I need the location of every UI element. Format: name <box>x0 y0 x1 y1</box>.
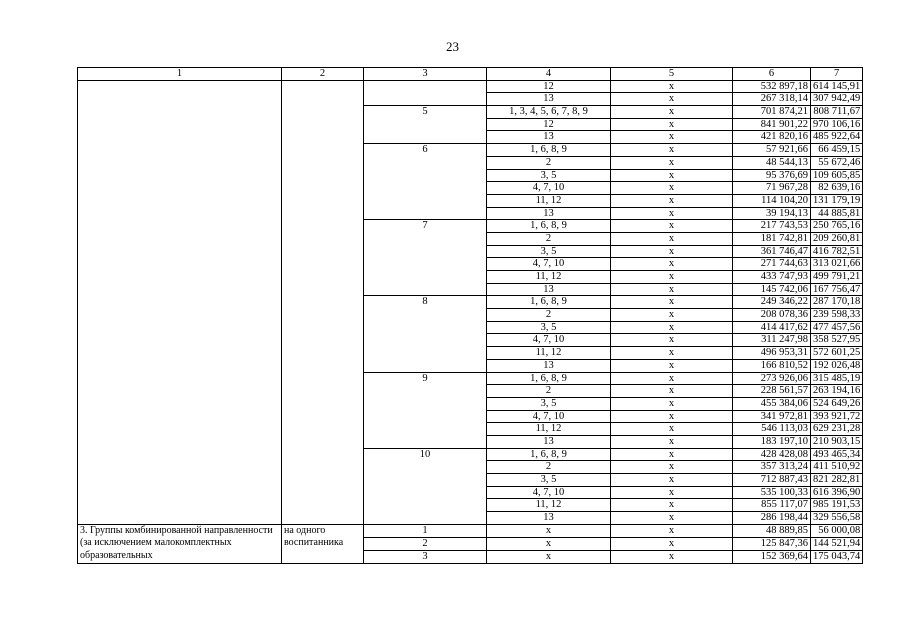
col6-value: 208 078,36 <box>733 309 811 322</box>
col7-value: 572 601,25 <box>811 347 863 360</box>
col5-cell: x <box>611 512 733 525</box>
col5-cell: x <box>611 144 733 157</box>
group-number-cell: 10 <box>364 448 487 524</box>
col4-cell: 1, 6, 8, 9 <box>487 448 611 461</box>
col7-value: 315 485,19 <box>811 372 863 385</box>
group-number-cell: 7 <box>364 220 487 296</box>
col7-value: 44 885,81 <box>811 207 863 220</box>
col4-cell: 3, 5 <box>487 474 611 487</box>
header-cell: 4 <box>487 68 611 81</box>
col6-value: 535 100,33 <box>733 486 811 499</box>
col6-value: 114 104,20 <box>733 194 811 207</box>
col7-value: 416 782,51 <box>811 245 863 258</box>
col7-value: 307 942,49 <box>811 93 863 106</box>
col7-value: 109 605,85 <box>811 169 863 182</box>
col5-cell: x <box>611 156 733 169</box>
col7-value: 239 598,33 <box>811 309 863 322</box>
col5-cell: x <box>611 550 733 563</box>
col5-cell: x <box>611 220 733 233</box>
col7-value: 358 527,95 <box>811 334 863 347</box>
col7-value: 210 903,15 <box>811 435 863 448</box>
col5-cell: x <box>611 435 733 448</box>
section3-description-text: 3. Группы комбинированной направленности (за исключением малокомплектных образовательных <box>80 524 273 561</box>
col6-value: 311 247,98 <box>733 334 811 347</box>
col6-value: 152 369,64 <box>733 550 811 563</box>
col7-value: 616 396,90 <box>811 486 863 499</box>
col4-cell: 2 <box>487 461 611 474</box>
blank-cell-col2 <box>282 80 364 524</box>
col4-cell: 2 <box>487 232 611 245</box>
col7-value: 499 791,21 <box>811 271 863 284</box>
col7-value: 985 191,53 <box>811 499 863 512</box>
col7-value: 970 106,16 <box>811 118 863 131</box>
col4-cell: 13 <box>487 435 611 448</box>
col5-cell: x <box>611 182 733 195</box>
col6-value: 701 874,21 <box>733 106 811 119</box>
col4-cell: x <box>487 550 611 563</box>
col6-value: 712 887,43 <box>733 474 811 487</box>
col7-value: 167 756,47 <box>811 283 863 296</box>
col4-cell: 12 <box>487 118 611 131</box>
col5-cell: x <box>611 106 733 119</box>
col6-value: 71 967,28 <box>733 182 811 195</box>
col6-value: 455 384,06 <box>733 397 811 410</box>
header-row <box>78 68 863 81</box>
col6-value: 183 197,10 <box>733 435 811 448</box>
col4-cell: 4, 7, 10 <box>487 410 611 423</box>
col5-cell: x <box>611 245 733 258</box>
col4-cell: 13 <box>487 359 611 372</box>
col7-value: 82 639,16 <box>811 182 863 195</box>
group-number-cell: 6 <box>364 144 487 220</box>
col5-cell: x <box>611 334 733 347</box>
col4-cell: 13 <box>487 283 611 296</box>
col6-value: 125 847,36 <box>733 537 811 550</box>
col7-value: 66 459,15 <box>811 144 863 157</box>
col4-cell: 11, 12 <box>487 271 611 284</box>
col6-value: 433 747,93 <box>733 271 811 284</box>
header-cell: 5 <box>611 68 733 81</box>
col4-cell: 1, 6, 8, 9 <box>487 220 611 233</box>
col6-value: 145 742,06 <box>733 283 811 296</box>
group-number-cell: 9 <box>364 372 487 448</box>
col4-cell: 13 <box>487 207 611 220</box>
col4-cell: 4, 7, 10 <box>487 486 611 499</box>
col4-cell: x <box>487 524 611 537</box>
header-cell: 6 <box>733 68 811 81</box>
col6-value: 39 194,13 <box>733 207 811 220</box>
col5-cell: x <box>611 372 733 385</box>
col5-cell: x <box>611 524 733 537</box>
col6-value: 48 889,85 <box>733 524 811 537</box>
table-row <box>78 524 863 537</box>
col4-cell: 3, 5 <box>487 245 611 258</box>
col6-value: 217 743,53 <box>733 220 811 233</box>
col5-cell: x <box>611 448 733 461</box>
col6-value: 166 810,52 <box>733 359 811 372</box>
page-number: 23 <box>446 39 459 54</box>
tariff-table <box>77 67 863 564</box>
col6-value: 532 897,18 <box>733 80 811 93</box>
section3-unit-text: на одного воспитанника <box>284 524 344 549</box>
col5-cell: x <box>611 321 733 334</box>
col5-cell: x <box>611 258 733 271</box>
col4-cell: 11, 12 <box>487 347 611 360</box>
col4-cell: 2 <box>487 156 611 169</box>
col5-cell: x <box>611 385 733 398</box>
col3-cell: 1 <box>364 524 487 537</box>
group-number-cell <box>364 80 487 105</box>
col5-cell: x <box>611 486 733 499</box>
table-row <box>78 80 863 93</box>
col7-value: 329 556,58 <box>811 512 863 525</box>
col7-value: 263 194,16 <box>811 385 863 398</box>
col5-cell: x <box>611 131 733 144</box>
col5-cell: x <box>611 118 733 131</box>
col6-value: 496 953,31 <box>733 347 811 360</box>
section3-unit <box>282 524 364 563</box>
col6-value: 855 117,07 <box>733 499 811 512</box>
col5-cell: x <box>611 271 733 284</box>
col7-value: 192 026,48 <box>811 359 863 372</box>
col4-cell: 12 <box>487 80 611 93</box>
header-cell: 7 <box>811 68 863 81</box>
col4-cell: 11, 12 <box>487 194 611 207</box>
col7-value: 313 021,66 <box>811 258 863 271</box>
col5-cell: x <box>611 232 733 245</box>
col6-value: 273 926,06 <box>733 372 811 385</box>
col6-value: 48 544,13 <box>733 156 811 169</box>
col6-value: 546 113,03 <box>733 423 811 436</box>
col5-cell: x <box>611 397 733 410</box>
col7-value: 614 145,91 <box>811 80 863 93</box>
col7-value: 56 000,08 <box>811 524 863 537</box>
col7-value: 393 921,72 <box>811 410 863 423</box>
col4-cell: 13 <box>487 93 611 106</box>
col4-cell: 2 <box>487 385 611 398</box>
col6-value: 841 901,22 <box>733 118 811 131</box>
group-number-cell: 8 <box>364 296 487 372</box>
header-cell: 2 <box>282 68 364 81</box>
col3-cell: 3 <box>364 550 487 563</box>
col5-cell: x <box>611 80 733 93</box>
col5-cell: x <box>611 499 733 512</box>
col7-value: 287 170,18 <box>811 296 863 309</box>
col6-value: 357 313,24 <box>733 461 811 474</box>
col7-value: 250 765,16 <box>811 220 863 233</box>
col6-value: 361 746,47 <box>733 245 811 258</box>
col5-cell: x <box>611 423 733 436</box>
col7-value: 144 521,94 <box>811 537 863 550</box>
col6-value: 421 820,16 <box>733 131 811 144</box>
col4-cell: 1, 6, 8, 9 <box>487 144 611 157</box>
col6-value: 228 561,57 <box>733 385 811 398</box>
col5-cell: x <box>611 410 733 423</box>
col4-cell: x <box>487 537 611 550</box>
col7-value: 493 465,34 <box>811 448 863 461</box>
group-number-cell: 5 <box>364 106 487 144</box>
col4-cell: 2 <box>487 309 611 322</box>
col7-value: 524 649,26 <box>811 397 863 410</box>
header-cell: 1 <box>78 68 282 81</box>
col4-cell: 11, 12 <box>487 499 611 512</box>
section3-description <box>78 524 282 563</box>
col7-value: 411 510,92 <box>811 461 863 474</box>
col5-cell: x <box>611 296 733 309</box>
col5-cell: x <box>611 359 733 372</box>
col4-cell: 3, 5 <box>487 169 611 182</box>
col4-cell: 4, 7, 10 <box>487 182 611 195</box>
col6-value: 57 921,66 <box>733 144 811 157</box>
col7-value: 821 282,81 <box>811 474 863 487</box>
col4-cell: 3, 5 <box>487 321 611 334</box>
col5-cell: x <box>611 194 733 207</box>
col5-cell: x <box>611 537 733 550</box>
col4-cell: 1, 6, 8, 9 <box>487 372 611 385</box>
col4-cell: 1, 6, 8, 9 <box>487 296 611 309</box>
col4-cell: 11, 12 <box>487 423 611 436</box>
col3-cell: 2 <box>364 537 487 550</box>
col7-value: 55 672,46 <box>811 156 863 169</box>
col7-value: 209 260,81 <box>811 232 863 245</box>
blank-cell-col1 <box>78 80 282 524</box>
col5-cell: x <box>611 169 733 182</box>
col4-cell: 4, 7, 10 <box>487 258 611 271</box>
col6-value: 95 376,69 <box>733 169 811 182</box>
col5-cell: x <box>611 309 733 322</box>
col5-cell: x <box>611 474 733 487</box>
col7-value: 477 457,56 <box>811 321 863 334</box>
col6-value: 181 742,81 <box>733 232 811 245</box>
col6-value: 267 318,14 <box>733 93 811 106</box>
col6-value: 286 198,44 <box>733 512 811 525</box>
col4-cell: 13 <box>487 131 611 144</box>
col6-value: 249 346,22 <box>733 296 811 309</box>
col6-value: 271 744,63 <box>733 258 811 271</box>
col4-cell: 4, 7, 10 <box>487 334 611 347</box>
col7-value: 175 043,74 <box>811 550 863 563</box>
col4-cell: 1, 3, 4, 5, 6, 7, 8, 9 <box>487 106 611 119</box>
col7-value: 485 922,64 <box>811 131 863 144</box>
col5-cell: x <box>611 283 733 296</box>
col5-cell: x <box>611 347 733 360</box>
col7-value: 629 231,28 <box>811 423 863 436</box>
col5-cell: x <box>611 93 733 106</box>
col5-cell: x <box>611 461 733 474</box>
col7-value: 131 179,19 <box>811 194 863 207</box>
col6-value: 414 417,62 <box>733 321 811 334</box>
col4-cell: 3, 5 <box>487 397 611 410</box>
col6-value: 428 428,08 <box>733 448 811 461</box>
header-cell: 3 <box>364 68 487 81</box>
col6-value: 341 972,81 <box>733 410 811 423</box>
col4-cell: 13 <box>487 512 611 525</box>
col7-value: 808 711,67 <box>811 106 863 119</box>
col5-cell: x <box>611 207 733 220</box>
